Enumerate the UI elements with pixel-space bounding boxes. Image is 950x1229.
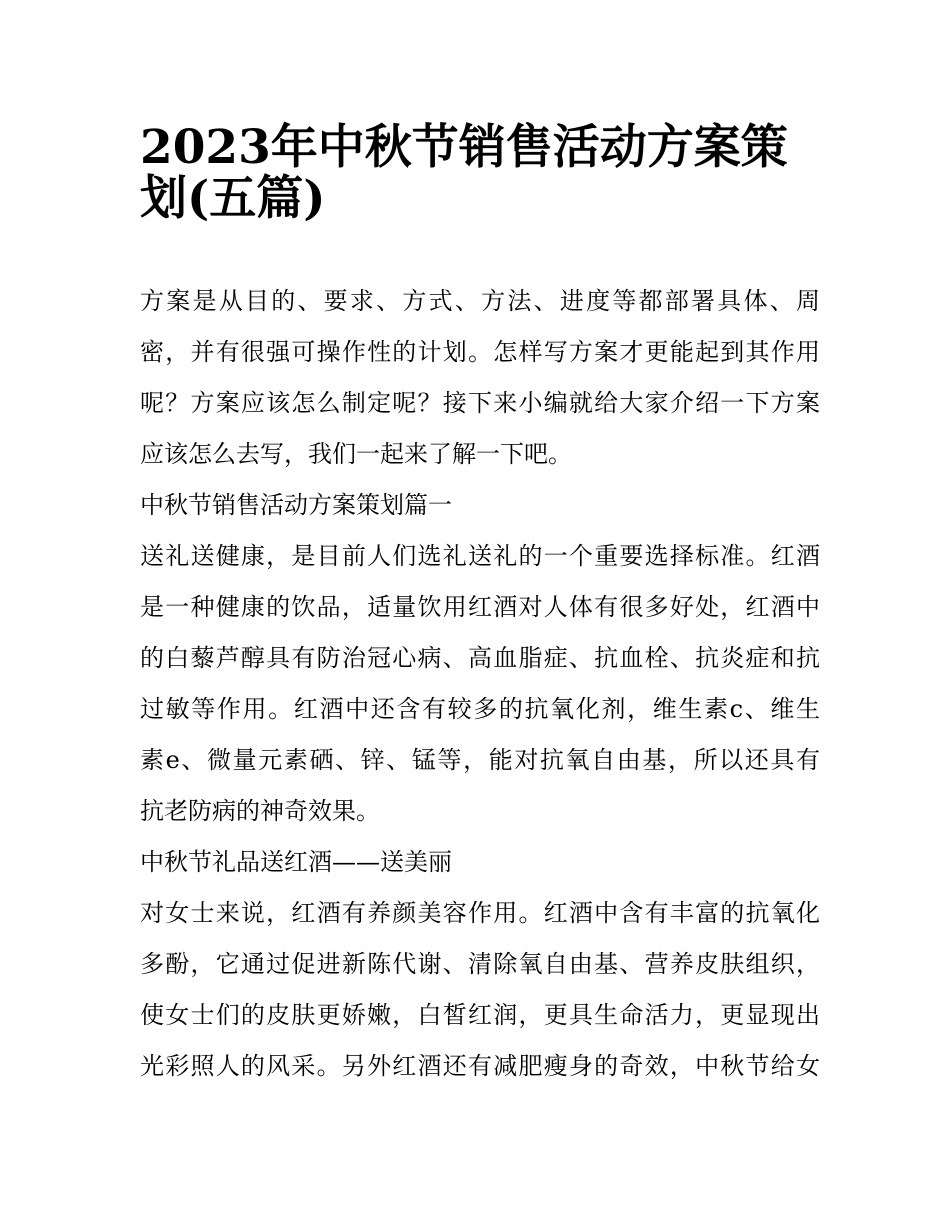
section-1-paragraph (140, 531, 820, 837)
title-line-2: 划(五篇) (140, 171, 326, 226)
section-heading-text: 中秋节礼品送红酒——送美丽 (140, 848, 452, 876)
title-line-1: 2023年中秋节销售活动方案策 (140, 120, 788, 175)
section-2-heading (140, 837, 820, 888)
section-1-heading (140, 480, 820, 531)
paragraph-line: 是一种健康的饮品，适量饮用红酒对人体有很多好处，红酒中 (140, 593, 820, 621)
intro-paragraph (140, 276, 820, 480)
paragraph-line: 抗老防病的神奇效果。 (140, 797, 380, 825)
paragraph-line: 使女士们的皮肤更娇嫩，白皙红润，更具生命活力，更显现出 (140, 1001, 820, 1029)
paragraph-line: 过敏等作用。红酒中还含有较多的抗氧化剂，维生素c、维生 (140, 695, 820, 723)
paragraph-line: 对女士来说，红酒有养颜美容作用。红酒中含有丰富的抗氧化 (140, 899, 820, 927)
intro-line: 呢？方案应该怎么制定呢？接下来小编就给大家介绍一下方案 (140, 389, 820, 417)
paragraph-line: 多酚，它通过促进新陈代谢、清除氧自由基、营养皮肤组织， (140, 950, 820, 978)
intro-line: 方案是从目的、要求、方式、方法、进度等都部署具体、周 (140, 287, 820, 315)
intro-line: 应该怎么去写，我们一起来了解一下吧。 (140, 440, 572, 468)
section-heading-text: 中秋节销售活动方案策划篇一 (140, 491, 452, 519)
paragraph-line: 素e、微量元素硒、锌、锰等，能对抗氧自由基，所以还具有 (140, 746, 820, 774)
paragraph-line: 送礼送健康，是目前人们选礼送礼的一个重要选择标准。红酒 (140, 542, 820, 570)
paragraph-line: 光彩照人的风采。另外红酒还有减肥瘦身的奇效，中秋节给女 (140, 1052, 820, 1080)
document-title (140, 108, 820, 226)
paragraph-line: 的白藜芦醇具有防治冠心病、高血脂症、抗血栓、抗炎症和抗 (140, 644, 820, 672)
intro-line: 密，并有很强可操作性的计划。怎样写方案才更能起到其作用 (140, 338, 820, 366)
document-body (140, 276, 820, 1092)
section-2-paragraph (140, 888, 820, 1092)
